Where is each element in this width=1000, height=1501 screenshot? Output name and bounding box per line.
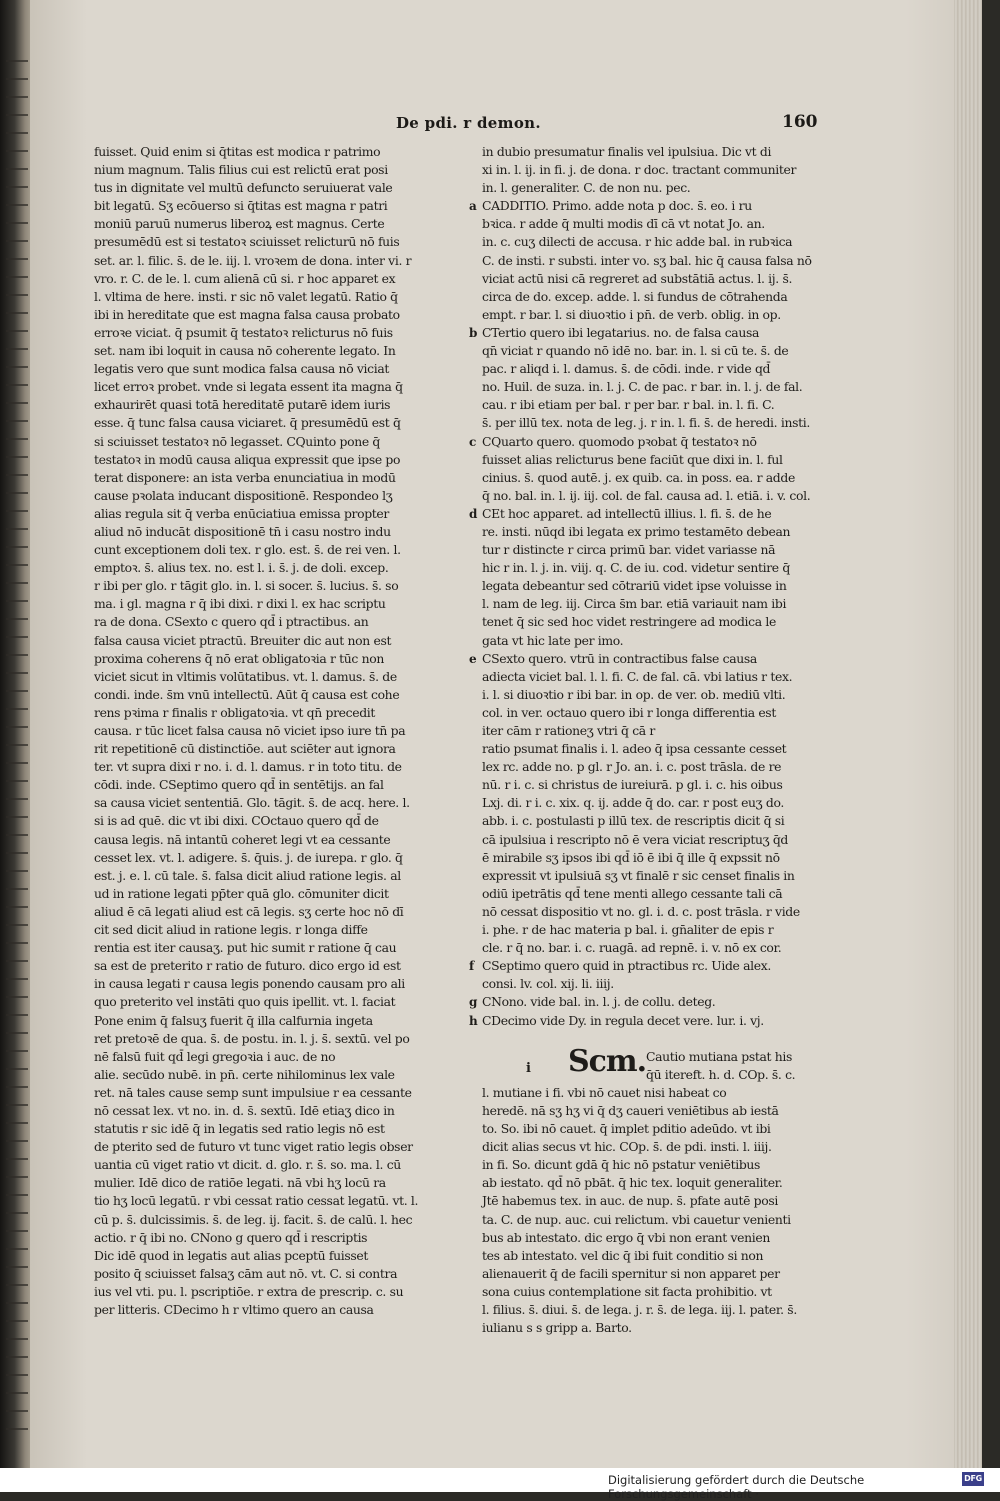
text-line: set. nam ibi loquit in causa nō coherente legato. In [94, 343, 396, 359]
text-line: r ibi per glo. r tāgit glo. in. l. si socer. s̄. lucius. s̄. so [94, 578, 399, 594]
text-line: aliud nō inducāt dispositionē tn̄ i casu nostro indu [94, 523, 391, 539]
text-line: viciet sicut in vltimis volūtatibus. vt. l. damus. s̄. de [94, 668, 397, 684]
annotation-text: hic r in. l. j. in. viij. q. C. de iu. cod. videtur sentire q̄ [482, 560, 790, 576]
annotation-line [482, 306, 812, 324]
annotation-line [482, 252, 812, 270]
facing-page-text-fragment [6, 1176, 28, 1178]
facing-page-text-fragment [6, 942, 28, 944]
annotation-text: ratio psumat finalis i. l. adeo q̄ ipsa cessante cesset [482, 741, 787, 757]
facing-page-text-fragment [6, 1158, 28, 1160]
section-line: dicit alias secus vt hic. COp. s̄. de pdi. insti. l. iiij. [482, 1139, 772, 1155]
facing-page-text-fragment [6, 1248, 28, 1250]
right-column [469, 143, 812, 1337]
facing-page-text-fragment [6, 114, 28, 116]
text-line: causa. r tūc licet falsa causa nō viciet ipso iure tn̄ pa [94, 723, 406, 738]
text-line: cesset lex. vt. l. adigere. s̄. q̄uis. j. de iurepa. r glo. q̄ [94, 849, 403, 865]
annotation-line [482, 975, 812, 993]
dfg-logo: DFG [962, 1472, 984, 1486]
annotation-line [482, 342, 812, 360]
text-line: de pterito sed de futuro vt tunc viget ratio legis obser [94, 1139, 413, 1155]
section-line: sona cuius contemplatione sit facta prohibitio. vt [482, 1283, 772, 1299]
text-line: actio. r q̄ ibi no. CNono g quero qd̄ i rescriptis [94, 1229, 368, 1245]
annotation-text: CNono. vide bal. in. l. j. de collu. deteg. [482, 994, 716, 1010]
text-line: ma. i gl. magna r q̄ ibi dixi. r dixi l. ex hac scriptu [94, 596, 386, 612]
text-line: ud in ratione legati pp̄ter quā glo. cōmuniter dicit [94, 885, 389, 901]
text-line: ius vel vti. pu. l. pscriptiōe. r extra de prescrip. c. su [94, 1283, 404, 1299]
facing-page-text-fragment [6, 1428, 28, 1430]
facing-page-text-fragment [6, 906, 28, 908]
annotation-text: consi. lv. col. xij. li. iiij. [482, 976, 614, 992]
text-line: cause pꝛolata inducant dispositionē. Respondeo lʒ [94, 487, 393, 503]
annotation-text: abb. i. c. postulasti p illū tex. de rescriptis dicit q̄ si [482, 813, 785, 829]
text-line: moniū paruū numerus liberoꝝ est magnus. Certe [94, 216, 385, 232]
facing-page-text-fragment [6, 132, 28, 134]
facing-page-text-fragment [6, 348, 28, 350]
annotation-text: Lxj. di. r i. c. xix. q. ij. adde q̄ do. car. r post euʒ do. [482, 795, 784, 811]
annotation-line [482, 794, 812, 812]
annotation-text: in dubio presumatur finalis vel ipulsiua. Dic vt di [482, 144, 772, 159]
note-marker: g [469, 995, 478, 1010]
facing-page-text-fragment [6, 1374, 28, 1376]
annotation-line [482, 849, 812, 867]
annotation-text: in. c. cuʒ dilecti de accusa. r hic adde bal. in rubꝛica [482, 234, 793, 250]
annotation-text: tenet q̄ sic sed hoc videt restringere ad modica le [482, 614, 776, 630]
section-line: bus ab intestato. dic ergo q̄ vbi non erant venien [482, 1229, 770, 1245]
text-line: alias regula sit q̄ verba enūciatiua emissa propter [94, 505, 389, 521]
annotation-line [482, 613, 812, 631]
text-line: in causa legati r causa legis ponendo causam pro ali [94, 976, 405, 992]
running-head: De pdi. r demon. [396, 114, 541, 132]
text-line: per litteris. CDecimo h r vltimo quero an causa [94, 1302, 374, 1317]
annotation-line [482, 939, 812, 957]
annotation-line [482, 270, 812, 288]
annotation-line [482, 812, 812, 830]
annotation-text: i. l. si diuoꝛtio r ibi bar. in op. de ver. ob. mediū vlti. [482, 686, 786, 702]
facing-page-text-fragment [6, 384, 28, 386]
annotation-text: in. l. generaliter. C. de non nu. pec. [482, 180, 691, 196]
annotation-line [482, 523, 812, 541]
text-line: cunt exceptionem doli tex. r glo. est. s̄. de rei ven. l. [94, 542, 401, 558]
section-line: tes ab intestato. vel dic q̄ ibi fuit conditio si non [482, 1247, 764, 1263]
footer-bar [0, 1468, 1000, 1501]
text-line: alie. secūdo nubē. in pn̄. certe nihilominus lex vale [94, 1066, 395, 1082]
annotation-text: i. phe. r de hac materia p bal. i. gn̄aliter de epis r [482, 922, 774, 938]
section-marker: i [526, 1060, 531, 1076]
annotation-line [482, 740, 812, 758]
text-line: cōdi. inde. CSeptimo quero qd̄ in sentētijs. an fal [94, 777, 384, 793]
annotation-line [482, 360, 812, 378]
annotation-line [482, 903, 812, 921]
annotation-text: CDecimo vide Dy. in regula decet vere. lur. i. vj. [482, 1012, 764, 1028]
annotation-text: adiecta viciet bal. l. l. fi. C. de fal. cā. vbi latius r tex. [482, 668, 793, 684]
facing-page-text-fragment [6, 1302, 28, 1304]
spacer-line [482, 1030, 812, 1048]
text-line: sa causa viciet sententiā. Glo. tāgit. s̄. de acq. here. l. [94, 795, 410, 811]
annotation-text: cle. r q̄ no. bar. i. c. ruagā. ad repnē. i. v. nō ex cor. [482, 940, 782, 956]
text-line: nium magnum. Talis filius cui est relictū erat posi [94, 162, 388, 178]
text-line: est. j. e. l. cū tale. s̄. falsa dicit aliud ratione legis. al [94, 867, 401, 883]
text-line: testatoꝛ in modū causa aliqua expressit que ipse po [94, 451, 401, 467]
facing-page-text-fragment [6, 1194, 28, 1196]
text-line: nē falsū fuit qd̄ legi gregoꝛia i auc. de no [94, 1048, 336, 1064]
annotation-text: gata vt hic late per imo. [482, 632, 624, 648]
text-line: ra de dona. CSexto c quero qd̄ i ptractibus. an [94, 614, 369, 630]
text-line: nō cessat lex. vt no. in. d. s̄. sextū. Idē etiaʒ dico in [94, 1102, 395, 1118]
facing-page-text-fragment [6, 996, 28, 998]
annotation-line [482, 469, 812, 487]
annotation-line [482, 758, 812, 776]
facing-page-text-fragment [6, 762, 28, 764]
annotation-text: empt. r bar. l. si diuoꝛtio i pn̄. de verb. oblig. in op. [482, 306, 781, 322]
facing-page-text-fragment [6, 1392, 28, 1394]
annotation-line [482, 559, 812, 577]
annotation-line [482, 541, 812, 559]
text-line: ret pretoꝛē de qua. s̄. de postu. in. l. j. s̄. sextū. vel po [94, 1030, 410, 1046]
section-line: ab iestato. qd̄ nō pbāt. q̄ hic tex. loquit generaliter. [482, 1175, 783, 1191]
annotation-text: legata debeantur sed cōtrariū videt ipse voluisse in [482, 578, 787, 594]
annotation-line [469, 505, 812, 523]
text-line: sa est de preterito r ratio de futuro. dico ergo id est [94, 958, 401, 974]
facing-page-text-fragment [6, 78, 28, 80]
annotation-text: CSeptimo quero quid in ptractibus rc. Uide alex. [482, 958, 771, 974]
text-line: set. ar. l. filic. s̄. de le. iij. l. vroꝛem de dona. inter vi. r [94, 252, 412, 268]
section-line: to. So. ibi nō cauet. q̄ implet pditio adeūdo. vt ibi [482, 1121, 771, 1137]
annotation-line [482, 831, 812, 849]
annotation-text: CSexto quero. vtrū in contractibus false causa [482, 650, 757, 666]
facing-page-text-fragment [6, 1284, 28, 1286]
facing-page-text-fragment [6, 402, 28, 404]
facing-page-text-fragment [6, 1014, 28, 1016]
annotation-line [482, 632, 812, 650]
facing-page-text-fragment [6, 690, 28, 692]
section-line: in fi. So. dicunt gdā q̄ hic nō pstatur veniētibus [482, 1157, 761, 1173]
note-marker: a [469, 199, 477, 214]
facing-page-text-fragment [6, 240, 28, 242]
text-line: si sciuisset testatoꝛ nō legasset. CQuinto pone q̄ [94, 433, 380, 449]
text-line: esse. q̄ tunc falsa causa viciaret. q̄ presumēdū est q̄ [94, 415, 401, 431]
note-marker: e [469, 651, 477, 666]
annotation-text: s̄. per illū tex. nota de leg. j. r in. l. fi. s̄. de heredi. insti. [482, 415, 810, 431]
facing-page-text-fragment [6, 582, 28, 584]
annotation-line [469, 957, 812, 975]
annotation-text: expressit vt ipulsiuā sʒ vt finalē r sic censet finalis in [482, 867, 795, 883]
annotation-line [482, 921, 812, 939]
note-marker: c [469, 434, 476, 449]
annotation-text: CEt hoc apparet. ad intellectū illius. l. fi. s̄. de he [482, 505, 772, 521]
annotation-line [482, 704, 812, 722]
annotation-text: nō cessat dispositio vt no. gl. i. d. c. post trāsla. r vide [482, 903, 800, 919]
facing-page-text-fragment [6, 1356, 28, 1358]
text-line: erroꝛe viciat. q̄ psumit q̄ testatoꝛ relicturus nō fuis [94, 324, 393, 340]
page-stack-edge [954, 0, 982, 1468]
facing-page-text-fragment [6, 888, 28, 890]
facing-page-text-fragment [6, 798, 28, 800]
annotation-line [482, 722, 812, 740]
facing-page-text-fragment [6, 924, 28, 926]
section-line: alienauerit q̄ de facili spernitur si non apparet per [482, 1265, 780, 1281]
annotation-text: CQuarto quero. quomodo pꝛobat q̄ testatoꝛ nō [482, 433, 757, 449]
section-line: Jtē habemus tex. in auc. de nup. s̄. pfate autē posi [482, 1193, 778, 1209]
facing-page-text-fragment [6, 1140, 28, 1142]
facing-page-text-fragment [6, 366, 28, 368]
text-line: aliud ē cā legati aliud est cā legis. sʒ certe hoc nō dī [94, 903, 404, 919]
annotation-line [469, 433, 812, 451]
text-line: tio hʒ locū legatū. r vbi cessat ratio cessat legatū. vt. l. [94, 1193, 419, 1209]
annotation-line [482, 668, 812, 686]
annotation-line [482, 577, 812, 595]
facing-page-text-fragment [6, 168, 28, 170]
annotation-text: tur r distincte r circa primū bar. videt variasse nā [482, 542, 776, 558]
annotation-line [482, 776, 812, 794]
facing-page-text-fragment [6, 564, 28, 566]
annotation-text: nū. r i. c. si christus de iureiurā. p gl. i. c. his oibus [482, 777, 783, 793]
text-line: falsa causa viciet ptractū. Breuiter dic aut non est [94, 632, 392, 648]
annotation-line [469, 324, 812, 342]
facing-page-text-fragment [6, 1122, 28, 1124]
section-line: l. filius. s̄. diui. s̄. de lega. j. r. s̄. de lega. iij. l. pater. s̄. [482, 1302, 797, 1317]
annotation-line [482, 396, 812, 414]
section-first-line: Cautio mutiana pstat his [646, 1048, 793, 1064]
facing-page-text-fragment [6, 420, 28, 422]
annotation-text: pac. r aliqd i. l. damus. s̄. de cōdi. inde. r vide qd̄ [482, 361, 771, 377]
annotation-line [482, 378, 812, 396]
annotation-text: viciat actū nisi cā regreret ad substātiā actus. l. ij. s̄. [482, 270, 793, 286]
facing-page-text-fragment [6, 510, 28, 512]
text-line: Dic idē quod in legatis aut alias pceptū fuisset [94, 1247, 368, 1263]
facing-page-text-fragment [6, 204, 28, 206]
annotation-text: l. nam de leg. iij. Circa s̄m bar. etiā variauit nam ibi [482, 596, 787, 612]
facing-page-text-fragment [6, 1050, 28, 1052]
text-line: licet erroꝛ probet. vnde si legata essent ita magna q̄ [94, 379, 403, 395]
annotation-text: qn̄ viciat r quando nō idē no. bar. in. l. si cū te. s̄. de [482, 343, 789, 359]
facing-page-text-fragment [6, 1032, 28, 1034]
annotation-line [482, 179, 812, 197]
text-line: cū p. s̄. dulcissimis. s̄. de leg. ij. facit. s̄. de calū. l. hec [94, 1211, 413, 1227]
facing-page-text-fragment [6, 1230, 28, 1232]
facing-page-text-fragment [6, 1266, 28, 1268]
annotation-line [482, 885, 812, 903]
text-line: quo preterito vel instāti quo quis ipellit. vt. l. faciat [94, 994, 396, 1010]
facing-page-text-fragment [6, 1410, 28, 1412]
annotation-line [469, 993, 812, 1011]
facing-page-text-fragment [6, 708, 28, 710]
section-line: l. mutiane i fi. vbi nō cauet nisi habeat co [482, 1084, 727, 1100]
left-column [94, 143, 419, 1319]
note-marker: b [469, 325, 478, 340]
annotation-text: circa de do. excep. adde. l. si fundus de cōtrahenda [482, 288, 788, 304]
text-line: tus in dignitate vel multū defuncto seruiuerat vale [94, 180, 393, 196]
annotation-text: C. de insti. r substi. inter vo. sʒ bal. hic q̄ causa falsa nō [482, 252, 812, 268]
annotation-line [482, 233, 812, 251]
text-line: rens pꝛima r finalis r obligatoꝛia. vt qn̄ precedit [94, 704, 376, 720]
text-line: rit repetitionē cū distinctiōe. aut sciēter aut ignora [94, 741, 396, 757]
annotation-text: fuisset alias relicturus bene faciūt que dixi in. l. ful [482, 451, 783, 467]
folio-number: 160 [782, 112, 818, 132]
facing-page-text-fragment [6, 276, 28, 278]
text-line: presumēdū est si testatoꝛ sciuisset relicturū nō fuis [94, 234, 400, 250]
annotation-line [469, 650, 812, 668]
section-line: iulianu s s gripp a. Barto. [482, 1320, 632, 1336]
facing-page-text-fragment [6, 960, 28, 962]
facing-page-text-fragment [6, 294, 28, 296]
facing-page-text-fragment [6, 672, 28, 674]
section-line: heredē. nā sʒ hʒ vi q̄ dʒ caueri veniētibus ab iestā [482, 1102, 779, 1118]
annotation-text: bꝛica. r adde q̄ multi modis dī cā vt notat Jo. an. [482, 216, 765, 232]
facing-page-text-fragment [6, 834, 28, 836]
annotation-text: CTertio quero ibi legatarius. no. de falsa causa [482, 324, 759, 340]
facing-page-text-fragment [6, 1212, 28, 1214]
annotation-text: col. in ver. octauo quero ibi r longa differentia est [482, 704, 776, 720]
text-line: ret. nā tales cause semp sunt impulsiue r ea cessante [94, 1084, 412, 1100]
footer-credit: Digitalisierung gefördert durch die Deutsche Forschungsgemeinschaft · [608, 1473, 865, 1501]
annotation-line [482, 414, 812, 432]
annotation-text: lex rc. adde no. p gl. r Jo. an. i. c. post trāsla. de re [482, 759, 782, 775]
annotation-text: iter cām r rationeʒ vtri q̄ cā r [482, 723, 655, 738]
annotation-line [469, 1012, 812, 1030]
facing-page-text-fragment [6, 780, 28, 782]
annotation-text: cau. r ibi etiam per bal. r per bar. r bal. in. l. fi. C. [482, 397, 775, 413]
annotation-text: q̄ no. bal. in. l. ij. iij. col. de fal. causa ad. l. etiā. i. v. col. [482, 487, 811, 503]
annotation-line [482, 451, 812, 469]
text-line: ibi in hereditate que est magna falsa causa probato [94, 306, 400, 322]
facing-page-text-fragment [6, 60, 28, 62]
text-line: uantia cū viget ratio vt dicit. d. glo. r. s̄. so. ma. l. cū [94, 1157, 401, 1173]
section-initial: Scm. [568, 1043, 647, 1079]
text-line: condi. inde. s̄m vnū intellectū. Aūt q̄ causa est cohe [94, 686, 400, 702]
annotation-line [482, 143, 812, 161]
note-marker: f [469, 959, 474, 974]
text-line: emptoꝛ. s̄. alius tex. no. est l. i. s̄. j. de doli. excep. [94, 560, 389, 576]
annotation-text: CADDITIO. Primo. adde nota p doc. s̄. eo. i ru [482, 198, 752, 214]
facing-page-text-fragment [6, 600, 28, 602]
facing-page-text-fragment [6, 1338, 28, 1340]
facing-page-text-fragment [6, 636, 28, 638]
text-line: Pone enim q̄ falsuʒ fuerit q̄ illa calfurnia ingeta [94, 1012, 373, 1028]
annotation-line [482, 867, 812, 885]
facing-page-text-fragment [6, 312, 28, 314]
annotation-text: re. insti. nūqd ibi legata ex primo testamēto debean [482, 523, 791, 539]
annotation-line [482, 487, 812, 505]
annotation-text: ē mirabile sʒ ipsos ibi qd̄ iō ē ibi q̄ ille q̄ expssit nō [482, 849, 780, 865]
annotation-line [482, 686, 812, 704]
annotation-text: no. Huil. de suza. in. l. j. C. de pac. r bar. in. l. j. de fal. [482, 379, 803, 395]
facing-page-text-fragment [6, 1104, 28, 1106]
text-line: ter. vt supra dixi r no. i. d. l. damus. r in toto titu. de [94, 759, 402, 775]
text-line: si is ad quē. dic vt ibi dixi. COctauo quero qd̄ de [94, 813, 379, 829]
text-line: bit legatū. Sʒ ecōuerso si q̄titas est magna r patri [94, 198, 388, 214]
annotation-line [482, 161, 812, 179]
annotation-line [482, 215, 812, 233]
text-line: terat disponere: an ista verba enunciatiua in modū [94, 469, 396, 485]
note-marker: d [469, 506, 478, 521]
facing-page-text-fragment [6, 474, 28, 476]
facing-page-text-fragment [6, 96, 28, 98]
facing-page-text-fragment [6, 330, 28, 332]
text-line: statutis r sic idē q̄ in legatis sed ratio legis nō est [94, 1121, 385, 1137]
facing-page-text-fragment [6, 222, 28, 224]
facing-page-text-fragment [6, 978, 28, 980]
facing-page-text-fragment [6, 726, 28, 728]
text-line: exhaurirēt quasi totā hereditatē putarē idem iuris [94, 397, 391, 413]
facing-page-text-fragment [6, 150, 28, 152]
text-line: causa legis. nā intantū coheret legi vt ea cessante [94, 831, 391, 847]
text-line: mulier. Idē dico de ratiōe legati. nā vbi hʒ locū ra [94, 1175, 386, 1191]
annotation-text: odiū ipetrātis qd̄ tene menti allego cessante tali cā [482, 885, 783, 901]
note-marker: h [469, 1013, 478, 1028]
facing-page-text-fragment [6, 870, 28, 872]
facing-page-text-fragment [6, 744, 28, 746]
annotation-line [482, 595, 812, 613]
annotation-line [469, 197, 812, 215]
text-line: l. vltima de here. insti. r sic nō valet legatū. Ratio q̄ [94, 288, 398, 304]
facing-page-text-fragment [6, 852, 28, 854]
facing-page-text-fragment [6, 1086, 28, 1088]
facing-page-text-fragment [6, 492, 28, 494]
facing-page-text-fragment [6, 438, 28, 440]
facing-page-text-fragment [6, 546, 28, 548]
facing-page-text-fragment [6, 528, 28, 530]
facing-page-text-fragment [6, 654, 28, 656]
annotation-text: cā ipulsiua i rescripto nō ē vera viciat rescriptuʒ q̄d [482, 831, 789, 847]
text-line: rentia est iter causaʒ. put hic sumit r ratione q̄ cau [94, 940, 397, 956]
facing-page-text-fragment [6, 1068, 28, 1070]
text-line: proxima coherens q̄ nō erat obligatoꝛia r tūc non [94, 650, 384, 666]
text-line: vro. r. C. de le. l. cum alienā cū si. r hoc apparet ex [94, 270, 396, 286]
facing-page-text-fragment [6, 816, 28, 818]
facing-page-text-fragment [6, 456, 28, 458]
facing-page-text-fragment [6, 618, 28, 620]
facing-page-text-fragment [6, 186, 28, 188]
text-line: legatis vero que sunt modica falsa causa nō viciat [94, 361, 390, 377]
text-line: cit sed dicit aliud in ratione legis. r longa diffe [94, 922, 368, 938]
annotation-text: xi in. l. ij. in fi. j. de dona. r doc. tractant communiter [482, 162, 797, 178]
section-line: ta. C. de nup. auc. cui relictum. vbi cauetur venienti [482, 1211, 791, 1227]
annotation-text: cinius. s̄. quod autē. j. ex quib. ca. in poss. ea. r adde [482, 469, 795, 485]
text-line: fuisset. Quid enim si q̄titas est modica r patrimo [94, 144, 381, 159]
text-line: posito q̄ sciuisset falsaʒ cām aut nō. vt. C. si contra [94, 1265, 398, 1281]
section-first-line: q̄ū itereft. h. d. COp. s̄. c. [646, 1066, 796, 1082]
annotation-line [482, 288, 812, 306]
facing-page-text-fragment [6, 258, 28, 260]
facing-page-text-fragment [6, 1320, 28, 1322]
